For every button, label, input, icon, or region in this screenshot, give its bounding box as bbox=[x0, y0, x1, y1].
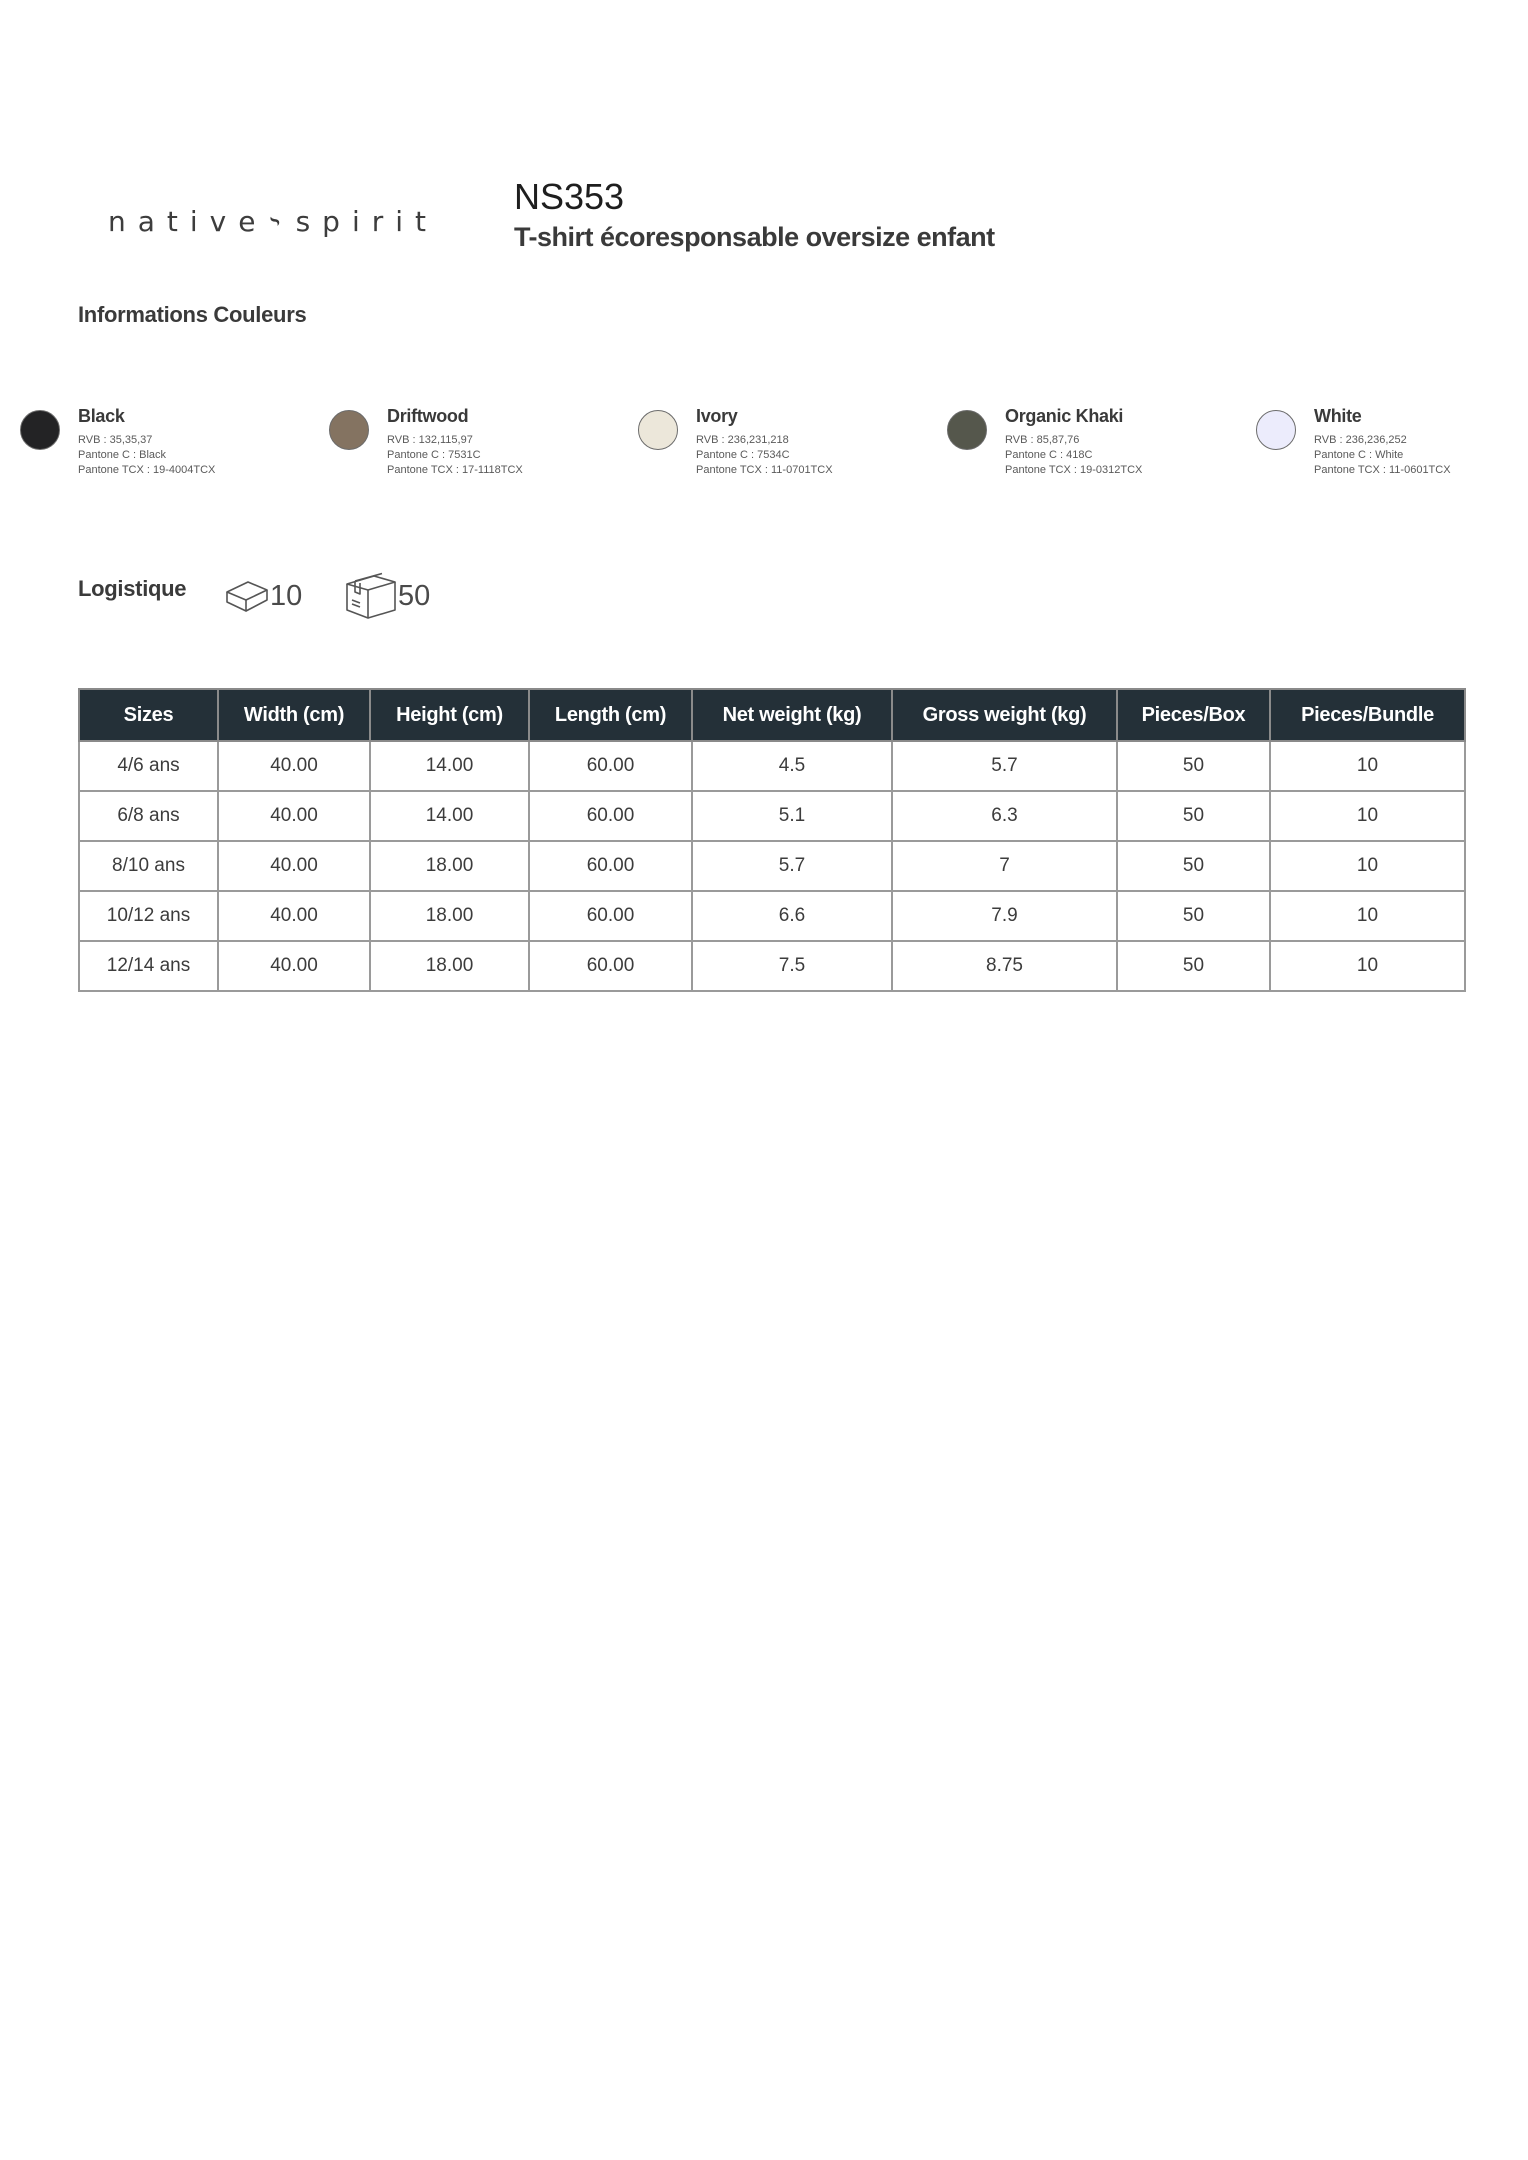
header-length: Length (cm) bbox=[529, 689, 692, 741]
cell-length: 60.00 bbox=[529, 791, 692, 841]
box-count: 50 bbox=[398, 579, 431, 612]
logistics-box bbox=[344, 570, 430, 622]
color-pantone-c: Pantone C : 7534C bbox=[696, 449, 790, 461]
cell-size: 8/10 ans bbox=[79, 841, 218, 891]
logistics-bundle bbox=[224, 576, 302, 616]
color-info-white bbox=[1314, 406, 1528, 478]
color-info-driftwood bbox=[387, 406, 647, 478]
color-pantone-c: Pantone C : Black bbox=[78, 449, 167, 461]
cell-height: 14.00 bbox=[370, 741, 529, 791]
cell-pieces-box: 50 bbox=[1117, 741, 1270, 791]
header-gross-weight: Gross weight (kg) bbox=[892, 689, 1117, 741]
logistics-section-title: Logistique bbox=[78, 576, 187, 601]
color-name: Organic Khaki bbox=[1005, 406, 1124, 426]
header-height: Height (cm) bbox=[370, 689, 529, 741]
color-info-black bbox=[78, 406, 338, 478]
cell-pieces-bundle: 10 bbox=[1270, 891, 1465, 941]
cell-gross-weight: 8.75 bbox=[892, 941, 1117, 991]
color-pantone-tcx: Pantone TCX : 17-1118TCX bbox=[387, 464, 523, 476]
bundle-count: 10 bbox=[270, 579, 303, 612]
specification-table bbox=[78, 688, 1466, 992]
brand-word-left: native bbox=[108, 204, 268, 238]
cell-net-weight: 5.7 bbox=[692, 841, 892, 891]
color-pantone-tcx: Pantone TCX : 11-0701TCX bbox=[696, 464, 833, 476]
color-swatch-driftwood bbox=[329, 410, 369, 450]
cell-length: 60.00 bbox=[529, 841, 692, 891]
cell-width: 40.00 bbox=[218, 791, 370, 841]
color-swatch-organic-khaki bbox=[947, 410, 987, 450]
color-pantone-tcx: Pantone TCX : 19-0312TCX bbox=[1005, 464, 1143, 476]
cell-gross-weight: 7.9 bbox=[892, 891, 1117, 941]
table-row bbox=[79, 741, 1465, 791]
cell-width: 40.00 bbox=[218, 741, 370, 791]
flat-package-icon bbox=[224, 576, 270, 616]
color-name: Ivory bbox=[696, 406, 738, 426]
cell-size: 10/12 ans bbox=[79, 891, 218, 941]
color-pantone-tcx: Pantone TCX : 11-0601TCX bbox=[1314, 464, 1451, 476]
cell-net-weight: 5.1 bbox=[692, 791, 892, 841]
cell-size: 12/14 ans bbox=[79, 941, 218, 991]
cell-pieces-bundle: 10 bbox=[1270, 741, 1465, 791]
cell-net-weight: 7.5 bbox=[692, 941, 892, 991]
cell-height: 18.00 bbox=[370, 841, 529, 891]
swirl-leaf-icon bbox=[269, 201, 281, 241]
cell-height: 18.00 bbox=[370, 891, 529, 941]
cell-pieces-box: 50 bbox=[1117, 891, 1270, 941]
cell-pieces-bundle: 10 bbox=[1270, 841, 1465, 891]
table-row bbox=[79, 841, 1465, 891]
product-title: T-shirt écoresponsable oversize enfant bbox=[514, 222, 995, 252]
carton-box-icon bbox=[344, 570, 398, 622]
cell-pieces-box: 50 bbox=[1117, 841, 1270, 891]
cell-gross-weight: 6.3 bbox=[892, 791, 1117, 841]
cell-gross-weight: 7 bbox=[892, 841, 1117, 891]
cell-pieces-bundle: 10 bbox=[1270, 791, 1465, 841]
header-sizes: Sizes bbox=[79, 689, 218, 741]
brand-logo bbox=[108, 196, 438, 246]
cell-pieces-bundle: 10 bbox=[1270, 941, 1465, 991]
cell-pieces-box: 50 bbox=[1117, 791, 1270, 841]
color-pantone-c: Pantone C : 7531C bbox=[387, 449, 481, 461]
color-rvb: RVB : 236,236,252 bbox=[1314, 434, 1407, 446]
color-name: Black bbox=[78, 406, 125, 426]
table-row bbox=[79, 941, 1465, 991]
color-name: White bbox=[1314, 406, 1362, 426]
color-rvb: RVB : 236,231,218 bbox=[696, 434, 789, 446]
table-row bbox=[79, 891, 1465, 941]
color-swatch-ivory bbox=[638, 410, 678, 450]
cell-net-weight: 6.6 bbox=[692, 891, 892, 941]
cell-length: 60.00 bbox=[529, 941, 692, 991]
cell-size: 6/8 ans bbox=[79, 791, 218, 841]
cell-width: 40.00 bbox=[218, 941, 370, 991]
table-row bbox=[79, 791, 1465, 841]
header-pieces-box: Pieces/Box bbox=[1117, 689, 1270, 741]
color-swatch-black bbox=[20, 410, 60, 450]
cell-width: 40.00 bbox=[218, 891, 370, 941]
product-code: NS353 bbox=[514, 176, 625, 217]
header-width: Width (cm) bbox=[218, 689, 370, 741]
color-info-organic-khaki bbox=[1005, 406, 1265, 478]
color-rvb: RVB : 35,35,37 bbox=[78, 434, 153, 446]
header-pieces-bundle: Pieces/Bundle bbox=[1270, 689, 1465, 741]
header-net-weight: Net weight (kg) bbox=[692, 689, 892, 741]
color-pantone-c: Pantone C : White bbox=[1314, 449, 1404, 461]
color-pantone-tcx: Pantone TCX : 19-4004TCX bbox=[78, 464, 216, 476]
cell-length: 60.00 bbox=[529, 741, 692, 791]
cell-pieces-box: 50 bbox=[1117, 941, 1270, 991]
cell-length: 60.00 bbox=[529, 891, 692, 941]
cell-net-weight: 4.5 bbox=[692, 741, 892, 791]
colors-section-title: Informations Couleurs bbox=[78, 302, 307, 327]
color-swatch-white bbox=[1256, 410, 1296, 450]
cell-width: 40.00 bbox=[218, 841, 370, 891]
cell-height: 18.00 bbox=[370, 941, 529, 991]
cell-size: 4/6 ans bbox=[79, 741, 218, 791]
table-header-row bbox=[79, 689, 1465, 741]
color-rvb: RVB : 85,87,76 bbox=[1005, 434, 1080, 446]
brand-word-right: spirit bbox=[295, 204, 438, 238]
cell-height: 14.00 bbox=[370, 791, 529, 841]
color-name: Driftwood bbox=[387, 406, 469, 426]
cell-gross-weight: 5.7 bbox=[892, 741, 1117, 791]
color-info-ivory bbox=[696, 406, 956, 478]
color-rvb: RVB : 132,115,97 bbox=[387, 434, 473, 446]
color-pantone-c: Pantone C : 418C bbox=[1005, 449, 1093, 461]
